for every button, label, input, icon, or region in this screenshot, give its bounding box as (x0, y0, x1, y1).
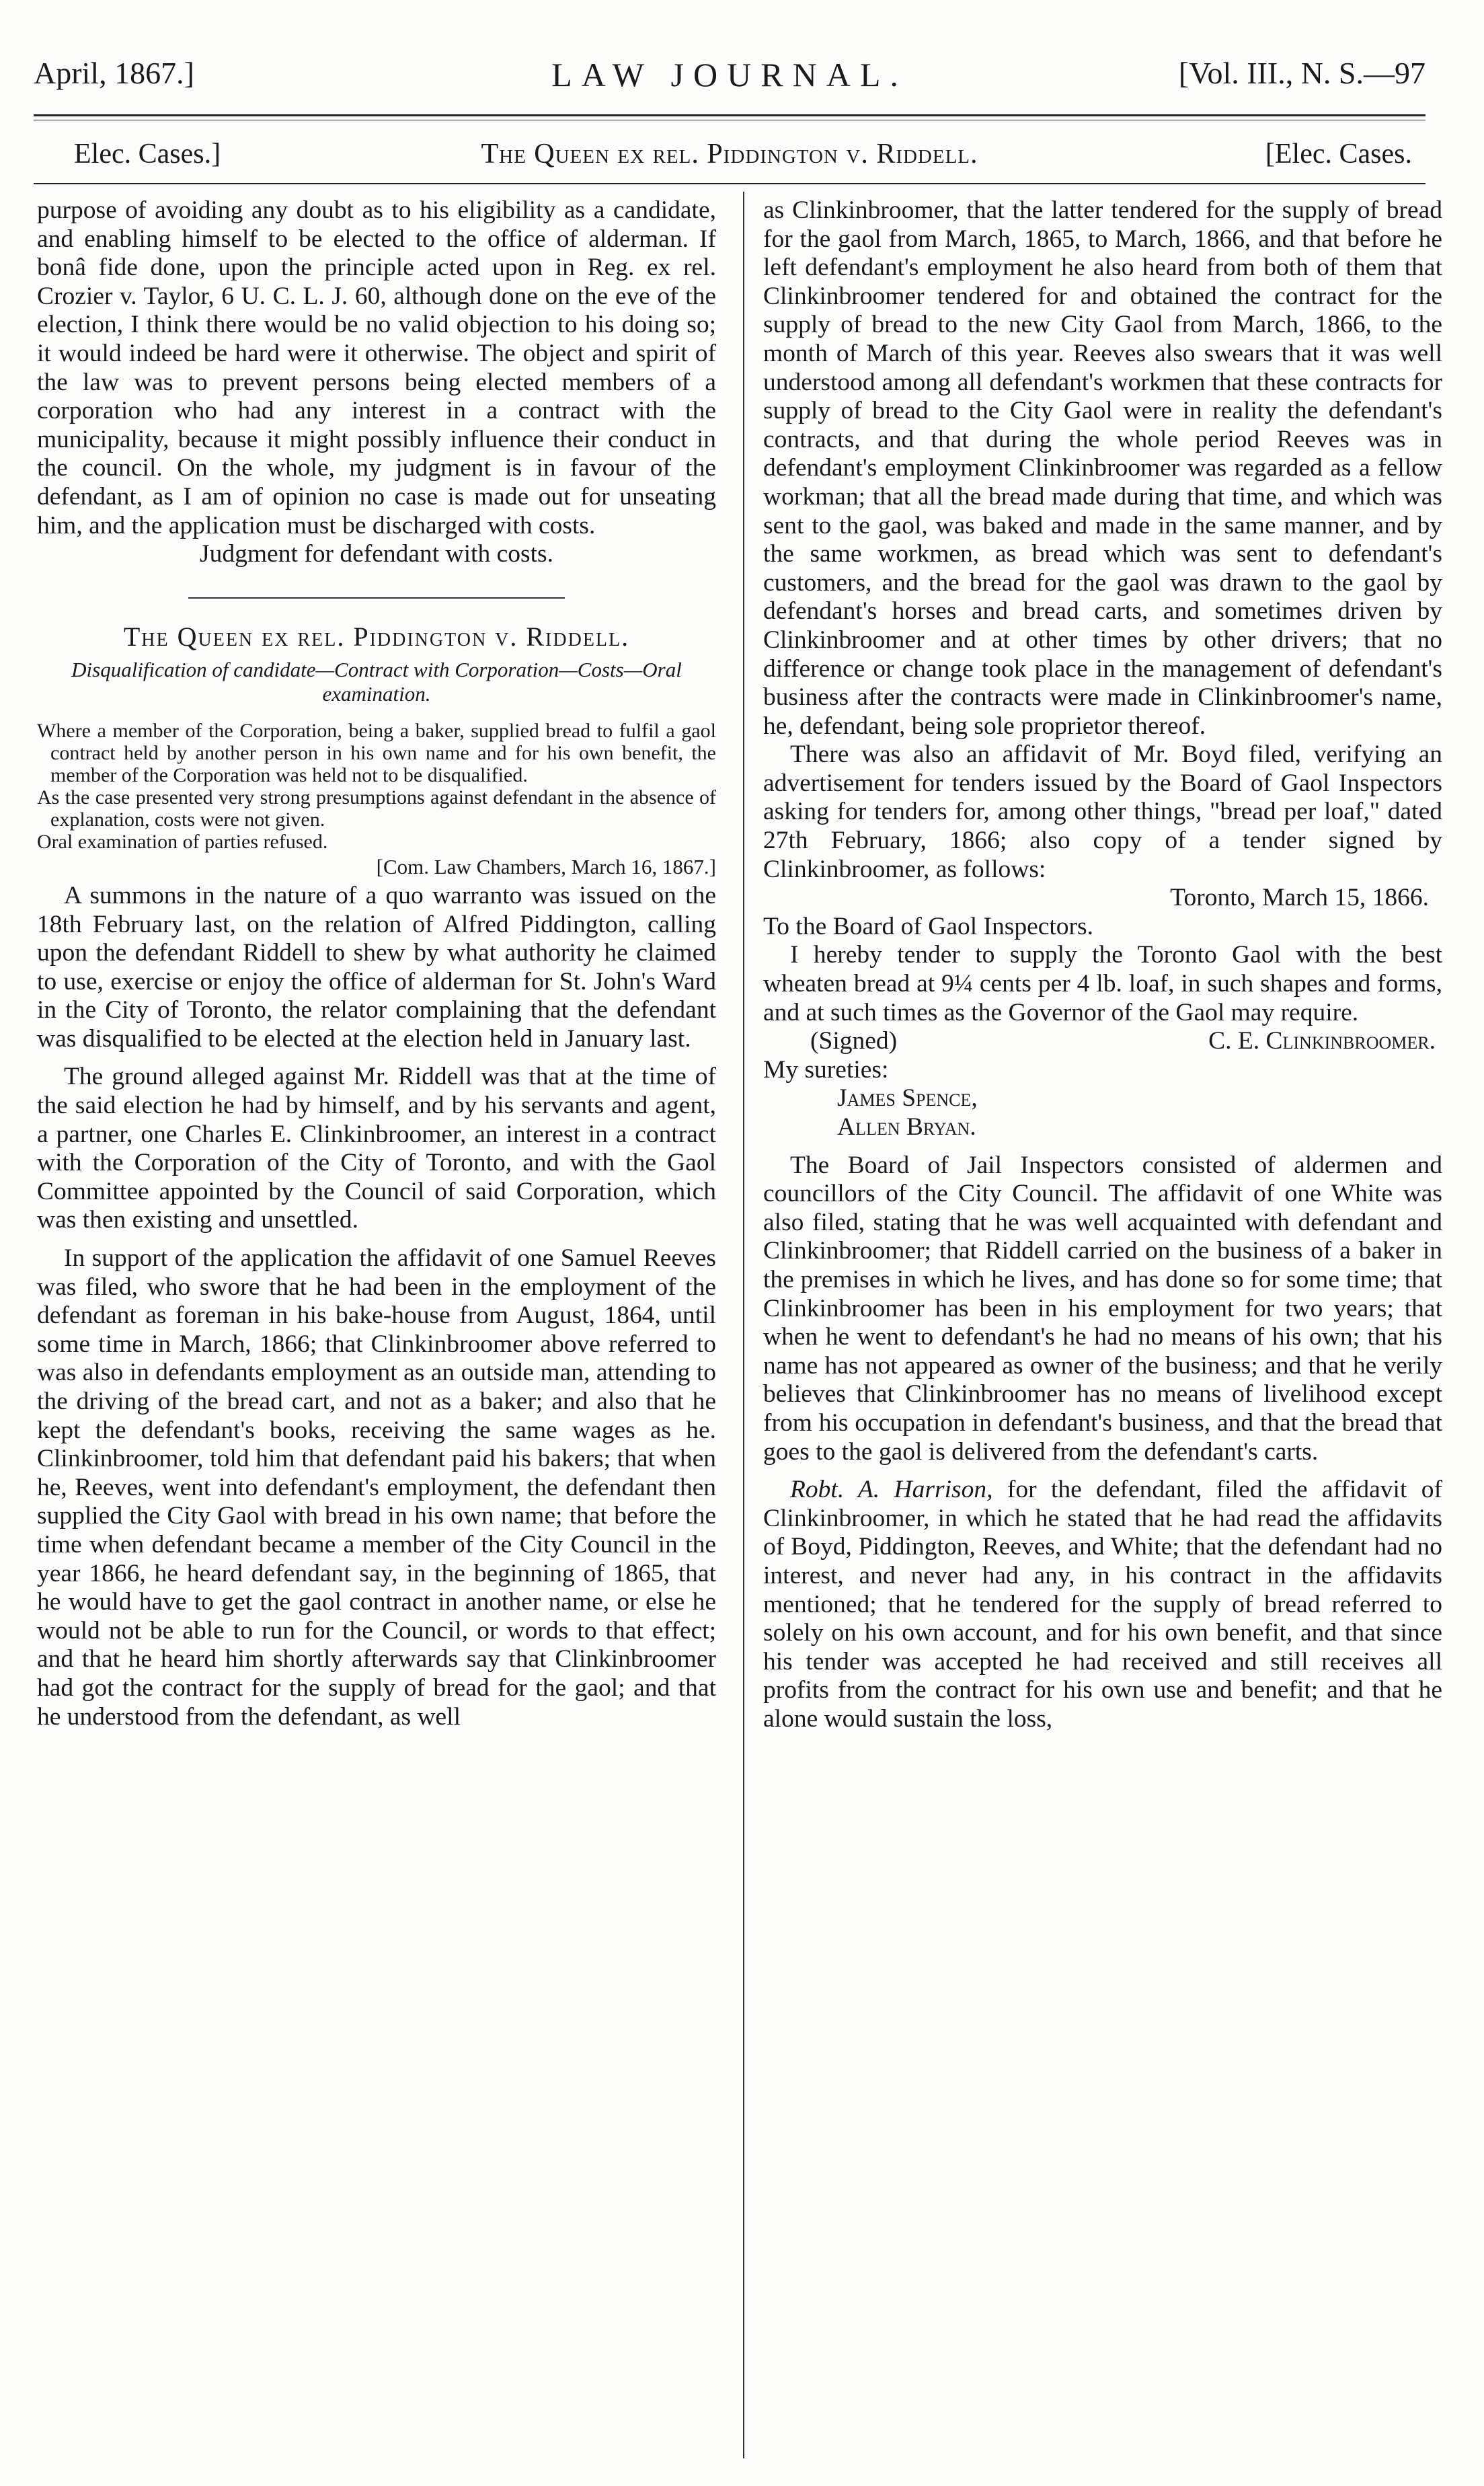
paragraph: A summons in the nature of a quo warranto was issued on the 18th February last, on the relation of Alfred Piddington, calling upon the defendant Riddell to shew by what authority he claimed to use, exercise or enjoy the office of alderman for St. John's Ward in the City of Toronto, the relator complaining that the defendant was disqualified to be elected at the election held in January last. (37, 881, 716, 1053)
running-header (34, 55, 1426, 102)
headnote-item: As the case presented very strong presumptions against defendant in the absence of explanation, costs were not given. (37, 786, 716, 831)
signature-name: C. E. Clinkinbroomer. (1208, 1027, 1436, 1055)
sureties-label: My sureties: (763, 1055, 889, 1084)
headnote-item: Where a member of the Corporation, being a baker, supplied bread to fulfil a gaol contract held by another person in his own name and for his own benefit, the member of the Corporation was held not to be disqualified. (37, 720, 716, 787)
case-subtitle: Disqualification of candidate—Contract with Corporation—Costs—Oral examination. (71, 658, 682, 706)
judgment-line: Judgment for defendant with costs. (200, 540, 553, 568)
section-divider (188, 597, 565, 599)
header-date: April, 1867.] (34, 56, 194, 90)
counsel-name: Robt. A. Harrison, (790, 1476, 993, 1504)
right-column (763, 196, 1442, 1733)
subheader-right: [Elec. Cases. (1265, 139, 1412, 170)
paragraph: as Clinkinbroomer, that the latter tendered for the supply of bread for the gaol from March, 1865, to March, 1866, and that before he left defendant's employment he also heard from both of them that Clinkinbroomer tendered for and obtained the contract for the supply of bread to the new City Gaol from March, 1866, to the month of March of this year. Reeves also swears that it was well understood among all defendant's workmen that these contracts for supply of bread to the City Gaol were in reality the defendant's contracts, and that during the whole period Reeves was in defendant's employment Clinkinbroomer was regarded as a fellow workman; that all the bread made during that time, and which was sent to the gaol, was baked and made in the same manner, and by the same workmen, as bread which was sent to defendant's customers, and the bread for the gaol was drawn to the gaol by defendant's horses and bread carts, and sometimes driven by Clinkinbroomer and at other times by other drivers; that no difference or change took place in the management of defendant's business after the contracts were made in Clinkinbroomer's name, he, defendant, being sole proprietor thereof. (763, 196, 1442, 740)
subheader-left: Elec. Cases.] (74, 139, 221, 170)
paragraph: The Board of Jail Inspectors consisted of aldermen and councillors of the City Council. The affidavit of one White was also filed, stating that he was well acquainted with defendant and Clinkinbroomer; that Riddell carried on the business of a baker in the premises in which he lives, and has done so for some time; that Clinkinbroomer has been in his employment for two years; that when he went to defendant's he had no means of his own; that his name has not appeared as owner of the business; and that he verily believes that Clinkinbroomer has no means of livelihood except from his occupation in defendant's business, and that the bread that goes to the gaol is delivered from the defendant's carts. (763, 1151, 1442, 1466)
case-title: The Queen ex rel. Piddington v. Riddell. (123, 621, 630, 652)
letter-addressee: To the Board of Gaol Inspectors. (763, 912, 1093, 940)
subheader-rule (34, 183, 1426, 184)
surety-name: Allen Bryan. (837, 1113, 976, 1141)
paragraph (763, 1476, 1442, 1733)
signature-line (763, 1027, 1442, 1056)
paragraph: purpose of avoiding any doubt as to his eligibility as a candidate, and enabling himself to be elected to the office of alderman. If bonâ fide done, upon the principle acted upon in Reg. ex rel. Crozier v. Taylor, 6 U. C. L. J. 60, although done on the eve of the election, I think there would be no valid objection to his doing so; it would indeed be hard were it otherwise. The object and spirit of the law was to prevent persons being elected members of a corporation who had any interest in a contract with the municipality, because it might possibly influence their conduct in the council. On the whole, my judgment is in favour of the defendant, as I am of opinion no case is made out for unseating him, and the application must be discharged with costs. (37, 196, 716, 539)
left-column (37, 196, 716, 1731)
surety-name: James Spence, (837, 1084, 978, 1113)
paragraph: The ground alleged against Mr. Riddell was that at the time of the said election he had by himself, and by his servants and agent, a partner, one Charles E. Clinkinbroomer, an interest in a contract with the Corporation of the City of Toronto, and with the Gaol Committee appointed by the Council of said Corporation, which was then existing and unsettled. (37, 1063, 716, 1234)
headnotes (37, 720, 716, 853)
header-volume: [Vol. III., N. S.—97 (1178, 56, 1426, 90)
header-journal-title: LAW JOURNAL. (551, 56, 908, 93)
letter-date: Toronto, March 15, 1866. (1170, 884, 1429, 912)
case-header (34, 138, 1426, 178)
signed-label: (Signed) (810, 1027, 898, 1055)
subheader-center: The Queen ex rel. Piddington v. Riddell. (481, 139, 978, 170)
headnote-item: Oral examination of parties refused. (37, 831, 328, 854)
paragraph-text: for the defendant, filed the affidavit of Clinkinbroomer, in which he stated that he had read the affidavits of Boyd, Piddington, Reeves, and White; that the defendant had no interest, and never had any, in his contract in the affidavits mentioned; that he tendered for the supply of bread referred to solely on his own account, and for his own benefit, and that since his tender was accepted he had received and still receives all profits from the contract for his own use and benefit; and that he alone would sustain the loss, (763, 1476, 1442, 1733)
paragraph: In support of the application the affidavit of one Samuel Reeves was filed, who swore that he had been in the employment of the defendant as foreman in his bake-house from August, 1864, until some time in March, 1866; that Clinkinbroomer above referred to was also in defendants employment as an outside man, attending to the driving of the bread cart, and not as a baker; and also that he kept the defendant's books, receiving the same wages as he. Clinkinbroomer, told him that defendant paid his bakers; that when he, Reeves, went into defendant's employment, the defendant then supplied the City Gaol with bread in his own name; that before the time when defendant became a member of the City Council in the year 1866, he heard defendant say, in the beginning of 1865, that he would have to get the gaol contract in another name, or else he would not be able to run for the Council, or words to that effect; and that he heard him shortly afterwards say that Clinkinbroomer had got the contract for the supply of bread for the gaol; and that he understood from the defendant, as well (37, 1244, 716, 1731)
letter-body: I hereby tender to supply the Toronto Gaol with the best wheaten bread at 9¼ cents per 4 lb. loaf, in such shapes and forms, and at such times as the Governor of the Gaol may require. (763, 941, 1442, 1026)
header-rule (34, 114, 1426, 116)
paragraph: There was also an affidavit of Mr. Boyd filed, verifying an advertisement for tenders issued by the Board of Gaol Inspectors asking for tenders for, among other things, "bread per loaf," dated 27th February, 1866; also copy of a tender signed by Clinkinbroomer, as follows: (763, 741, 1442, 883)
column-separator (743, 192, 744, 2458)
court-citation: [Com. Law Chambers, March 16, 1867.] (376, 855, 716, 879)
